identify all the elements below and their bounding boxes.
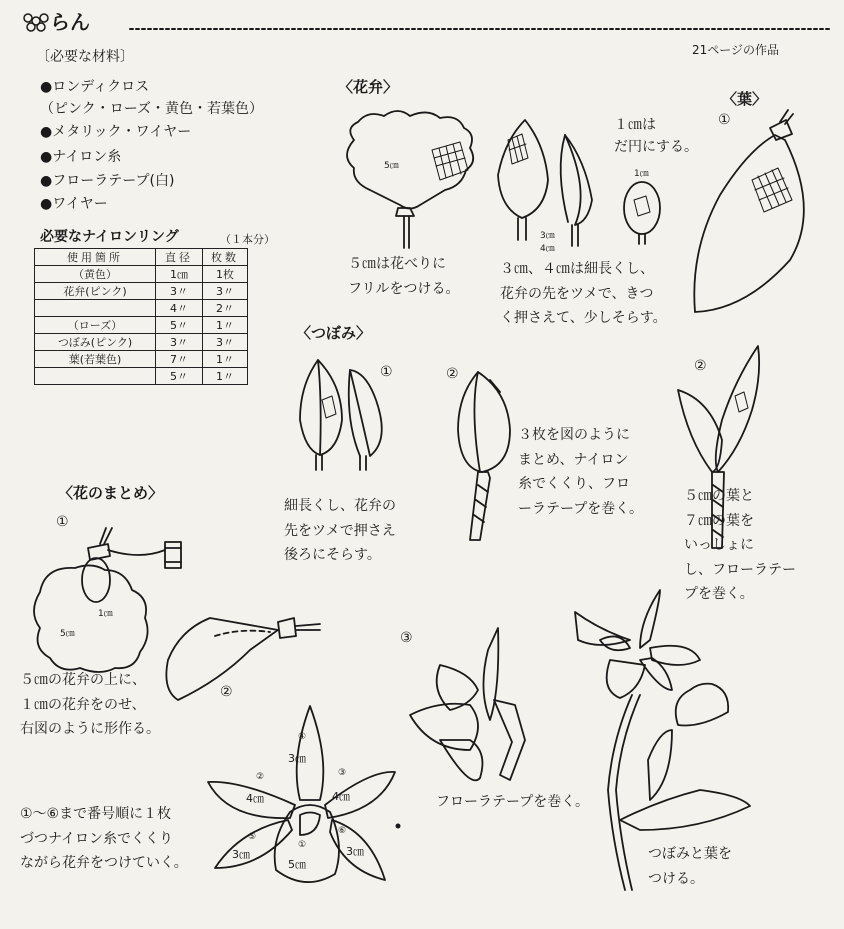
table-cell <box>35 368 156 385</box>
table-header-row <box>35 249 248 266</box>
material-item: ●メタリック・ワイヤー <box>40 124 192 140</box>
petal-size-label: 3㎝ <box>232 848 250 861</box>
ring-table-unit: （１本分） <box>220 233 275 246</box>
petal-5cm-drawing <box>347 111 473 248</box>
table-cell: 1㎝ <box>156 266 203 283</box>
assembly-caption-2: ①～⑥まで番号順に１枚 づつナイロン糸でくくり ながら花弁をつけていく。 <box>20 806 188 871</box>
table-row <box>35 266 248 283</box>
assembly-caption-4: つぼみと葉を つける。 <box>648 846 732 887</box>
leaf-step-2: ② <box>694 358 707 374</box>
ink-mark <box>396 824 401 829</box>
bud-section-title: 〈つぼみ〉 <box>296 324 372 342</box>
assembly-drawing-2 <box>166 618 320 700</box>
material-item: ●ロンディクロス <box>40 79 150 95</box>
material-item: ●ナイロン糸 <box>40 149 122 165</box>
ring-table-title: 必要なナイロンリング <box>40 229 179 245</box>
petal-1cm-drawing <box>624 182 660 244</box>
petal-size-label: 5㎝ <box>288 858 306 871</box>
petal-size-label: 4㎝ <box>246 792 264 805</box>
bud-drawing-2 <box>458 372 510 540</box>
table-cell: 3〃 <box>156 334 203 351</box>
table-cell: 2〃 <box>203 300 248 317</box>
assembly-caption-1: ５㎝の花弁の上に、 １㎝の花弁をのせ、 右図のように形作る。 <box>20 672 160 737</box>
materials-heading: 〔必要な材料〕 <box>36 49 134 65</box>
table-cell: 3〃 <box>203 334 248 351</box>
petal-number-label: ⑥ <box>338 826 347 836</box>
bud-drawing-1 <box>300 360 382 470</box>
table-cell: つぼみ(ピンク) <box>35 334 156 351</box>
petal-1cm-label: 1㎝ <box>634 169 649 179</box>
bud-caption-1: 細長くし、花弁の 先をツメで押さえ 後ろにそらす。 <box>284 498 396 563</box>
flower-icon <box>24 14 48 31</box>
table-header-cell: 直径 <box>156 249 203 266</box>
material-item: ●ワイヤー <box>40 196 108 212</box>
bud-step-1: ① <box>380 364 393 380</box>
table-cell: 3〃 <box>156 283 203 300</box>
assembly-section-title: 〈花のまとめ〉 <box>58 484 164 502</box>
assembly-caption-3: フローラテープを巻く。 <box>436 794 590 810</box>
petal-3cm-drawing <box>561 135 592 246</box>
petal-4cm-drawing <box>498 120 548 240</box>
table-header-cell: 使用箇所 <box>35 249 156 266</box>
table-cell: 5〃 <box>156 368 203 385</box>
petal-5cm-label: 5㎝ <box>384 161 399 171</box>
material-item: （ピンク・ローズ・黄色・若葉色） <box>40 101 264 117</box>
table-cell: 5〃 <box>156 317 203 334</box>
leaf-section-title: 〈葉〉 <box>722 90 768 108</box>
table-row <box>35 283 248 300</box>
petal-number-label: ④ <box>298 732 307 742</box>
material-item: ●フローラテープ(白) <box>40 173 175 189</box>
leaf-step2-caption: ５㎝の葉と ７㎝の葉を いっしょに し、フローラテー プを巻く。 <box>684 488 796 602</box>
assembly-5cm-label: 5㎝ <box>60 629 75 639</box>
page-title: らん <box>50 10 90 34</box>
table-cell: 1〃 <box>203 351 248 368</box>
bud-step-2: ② <box>446 366 459 382</box>
table-cell: 3〃 <box>203 283 248 300</box>
petal-1cm-note: １㎝は だ円にする。 <box>614 117 698 156</box>
table-cell: 1〃 <box>203 317 248 334</box>
page-reference: 21ページの作品 <box>692 43 780 57</box>
petal-number-label: ③ <box>338 768 347 778</box>
petal-number-label: ⑤ <box>248 832 257 842</box>
table-row <box>35 334 248 351</box>
petal-4cm-label: 4㎝ <box>540 244 555 254</box>
table-cell: （ローズ） <box>35 317 156 334</box>
table-row <box>35 351 248 368</box>
petal-size-label: 4㎝ <box>332 790 350 803</box>
table-row <box>35 317 248 334</box>
petal-size-label: 3㎝ <box>346 845 364 858</box>
table-cell: 花弁(ピンク) <box>35 283 156 300</box>
petal-number-label: ① <box>298 840 307 850</box>
table-header-cell: 枚数 <box>203 249 248 266</box>
table-row <box>35 300 248 317</box>
table-cell <box>35 300 156 317</box>
petal-caption-left: ５㎝は花べりに フリルをつける。 <box>348 256 460 297</box>
table-cell: 葉(若葉色) <box>35 351 156 368</box>
table-cell: 1枚 <box>203 266 248 283</box>
assembly-1cm-label: 1㎝ <box>98 609 113 619</box>
petal-size-label: 3㎝ <box>288 752 306 765</box>
table-cell: 4〃 <box>156 300 203 317</box>
petal-3cm-label: 3㎝ <box>540 231 555 241</box>
bud-caption-2: ３枚を図のように まとめ、ナイロン 糸でくくり、フロ ーラテープを巻く。 <box>518 427 644 517</box>
assembly-step-2: ② <box>220 684 233 700</box>
table-row <box>35 368 248 385</box>
table-cell: （黄色） <box>35 266 156 283</box>
petal-section-title: 〈花弁〉 <box>338 78 399 96</box>
ring-table <box>34 248 248 385</box>
assembly-step-1: ① <box>56 514 69 530</box>
flower-step3-drawing <box>410 628 525 780</box>
leaf-drawing <box>694 110 804 312</box>
petal-caption-right: ３㎝、４㎝は細長くし、 花弁の先をツメで、きつ く押さえて、少しそらす。 <box>500 261 667 326</box>
assembly-drawing-1 <box>34 528 181 672</box>
table-cell: 1〃 <box>203 368 248 385</box>
assembly-step-3: ③ <box>400 630 413 646</box>
leaf-step-1: ① <box>718 112 731 128</box>
petal-number-label: ② <box>256 772 265 782</box>
table-cell: 7〃 <box>156 351 203 368</box>
